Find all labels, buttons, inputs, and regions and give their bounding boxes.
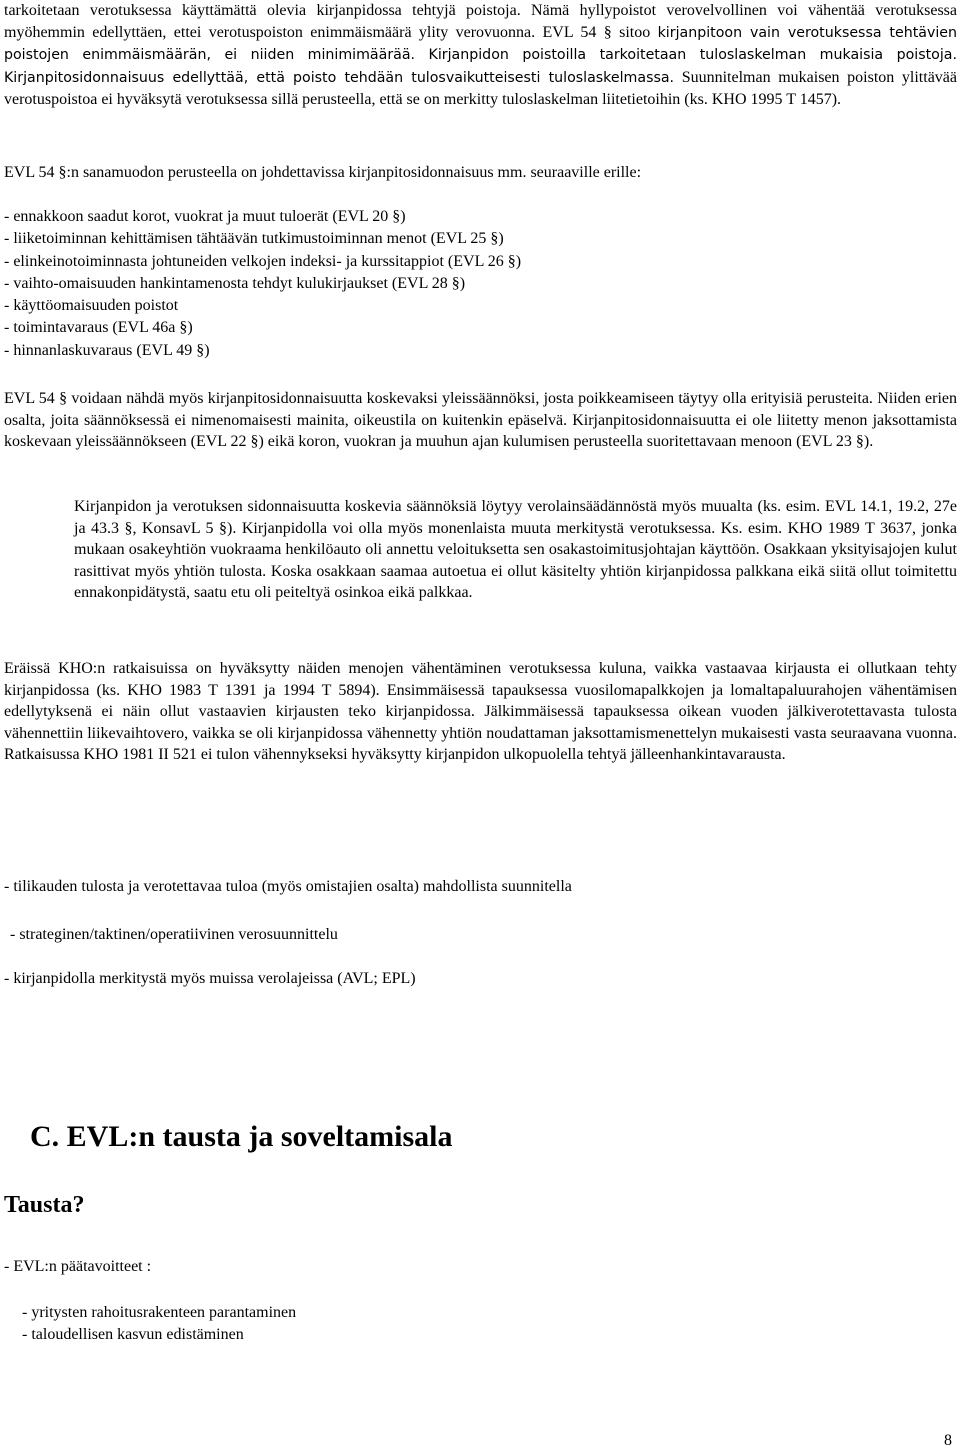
subsection-heading: Tausta?: [4, 1192, 85, 1218]
paragraph-kho-rulings: Eräissä KHO:n ratkaisuissa on hyväksytty näiden menojen vähentäminen verotuksessa kuluna, vaikka vastaavaa kirjausta ei ollutkaan tehty kirjanpidossa (ks. KHO 1983 T 1391 ja 1994 T 5894). Ensimmäisessä tapauksessa vuosilomapalkkojen ja lomaltapaluurahojen vähentämisen edellytyksenä ei näin ollut vastaavien kirjausten teko kirjanpidossa. Jälkimmäisessä tapauksessa oikean vuoden jälkiverotettavasta tulosta vähennettiin liikevaihtovero, vaikka se oli kirjanpidossa vähennetty yhtiön noudattaman jaksottamismenettelyn mukaisesti vasta seuraavana vuonna. Ratkaisussa KHO 1981 II 521 ei tulon vähennykseksi hyväksytty kirjanpidon ulkopuolella tehtyä jälleenhankintavarausta.: [4, 660, 957, 763]
list-item: - liiketoiminnan kehittämisen tähtäävän tutkimustoiminnan menot (EVL 25 §): [4, 230, 504, 248]
list-item: - vaihto-omaisuuden hankintamenosta tehdyt kulukirjaukset (EVL 28 §): [4, 274, 466, 292]
list-item: - elinkeinotoiminnasta johtuneiden velkojen indeksi- ja kurssitappiot (EVL 26 §): [4, 252, 522, 270]
bound-items-list: [4, 206, 957, 362]
paragraph-other-provisions: Kirjanpidon ja verotuksen sidonnaisuutta koskevia säännöksiä löytyy verolainsäädännöstä myös muualta (ks. esim. EVL 14.1, 19.2, 27e ja 43.3 §, KonsavL 5 §). Kirjanpidolla voi olla myös monenlaista muuta merkitystä verotuksessa. Ks. esim. KHO 1989 T 3637, jonka mukaan osakeyhtiön vuokraama henkilöauto oli annettu veloituksetta sen osakastoimitusjohtajan käyttöön. Osakkaan yksityisajojen kulut rasittivat myös yhtiön tulosta. Koska osakkaan saamaa autoetua ei ollut käsitelty yhtiön kirjanpidossa palkkana eikä siitä ollut toimitettu ennakonpidätystä, saatu etu oli peiteltyä osinkoa eikä palkkaa.: [74, 498, 957, 601]
paragraph-depreciation-tail: Suunnitelman mukaisen poiston ylittävää verotuspoistoa ei hyväksytä verotuksessa sillä perusteella, että se on merkitty tuloslaskelman liitetietoihin (ks. KHO 1995 T 1457).: [4, 68, 957, 108]
paragraph-general-rule: EVL 54 § voidaan nähdä myös kirjanpitosidonnaisuutta koskevaksi yleissäännöksi, josta poikkeamiseen täytyy olla erityisiä perusteita. Niiden erien osalta, joita säännöksessä ei nimenomaisesti mainita, oikeustila on kuitenkin epäselvä. Kirjanpitosidonnaisuutta ei ole liitetty menon jaksottamista koskevaan yleissäännökseen (EVL 22 §) eikä koron, vuokran ja muuhun ajan kulumisen perusteella suoritettavaan menoon (EVL 23 §).: [4, 390, 957, 450]
bullet-planning: - tilikauden tulosta ja verotettavaa tuloa (myös omistajien osalta) mahdollista suunnitella: [4, 878, 572, 895]
goal-item: - yritysten rahoitusrakenteen parantaminen: [22, 1304, 297, 1321]
goal-item: - taloudellisen kasvun edistäminen: [22, 1326, 244, 1343]
list-item: - käyttöomaisuuden poistot: [4, 297, 179, 315]
paragraph-items-intro: EVL 54 §:n sanamuodon perusteella on johdettavissa kirjanpitosidonnaisuus mm. seuraaville erille:: [4, 164, 642, 181]
section-heading: C. EVL:n tausta ja soveltamisala: [30, 1120, 453, 1153]
page-number: 8: [944, 1432, 952, 1449]
bullet-other-taxes: - kirjanpidolla merkitystä myös muissa verolajeissa (AVL; EPL): [4, 970, 416, 987]
list-item: - toimintavaraus (EVL 46a §): [4, 319, 193, 337]
bullet-tax-planning: - strateginen/taktinen/operatiivinen verosuunnittelu: [10, 926, 338, 943]
list-item: - ennakkoon saadut korot, vuokrat ja muut tuloerät (EVL 20 §): [4, 208, 406, 225]
goals-title: - EVL:n päätavoitteet :: [4, 1258, 152, 1275]
paragraph-depreciation-sans: kirjanpitoon vain verotuksessa tehtävien poistojen enimmäismäärän, ei niiden minimimäärää. Kirjanpidon poistoilla tarkoitetaan tuloslaskelman mukaisia poistoja. Kirjanpitosidonnaisuus edellyttää, että poisto tehdään tulosvaikutteisesti tuloslaskelmassa.: [4, 24, 958, 86]
list-item: - hinnanlaskuvaraus (EVL 49 §): [4, 341, 210, 359]
paragraph-depreciation: [4, 0, 957, 111]
paragraph-depreciation-serif: tarkoitetaan verotuksessa käyttämättä olevia kirjanpidossa tehtyjä poistoja. Nämä hyllypoistot verovelvollinen voi vähentää verotuksessa myöhemmin edellyttäen, ettei verotuspoiston enimmäismäärä ylity verovuonna. EVL 54 § sitoo: [4, 2, 957, 41]
